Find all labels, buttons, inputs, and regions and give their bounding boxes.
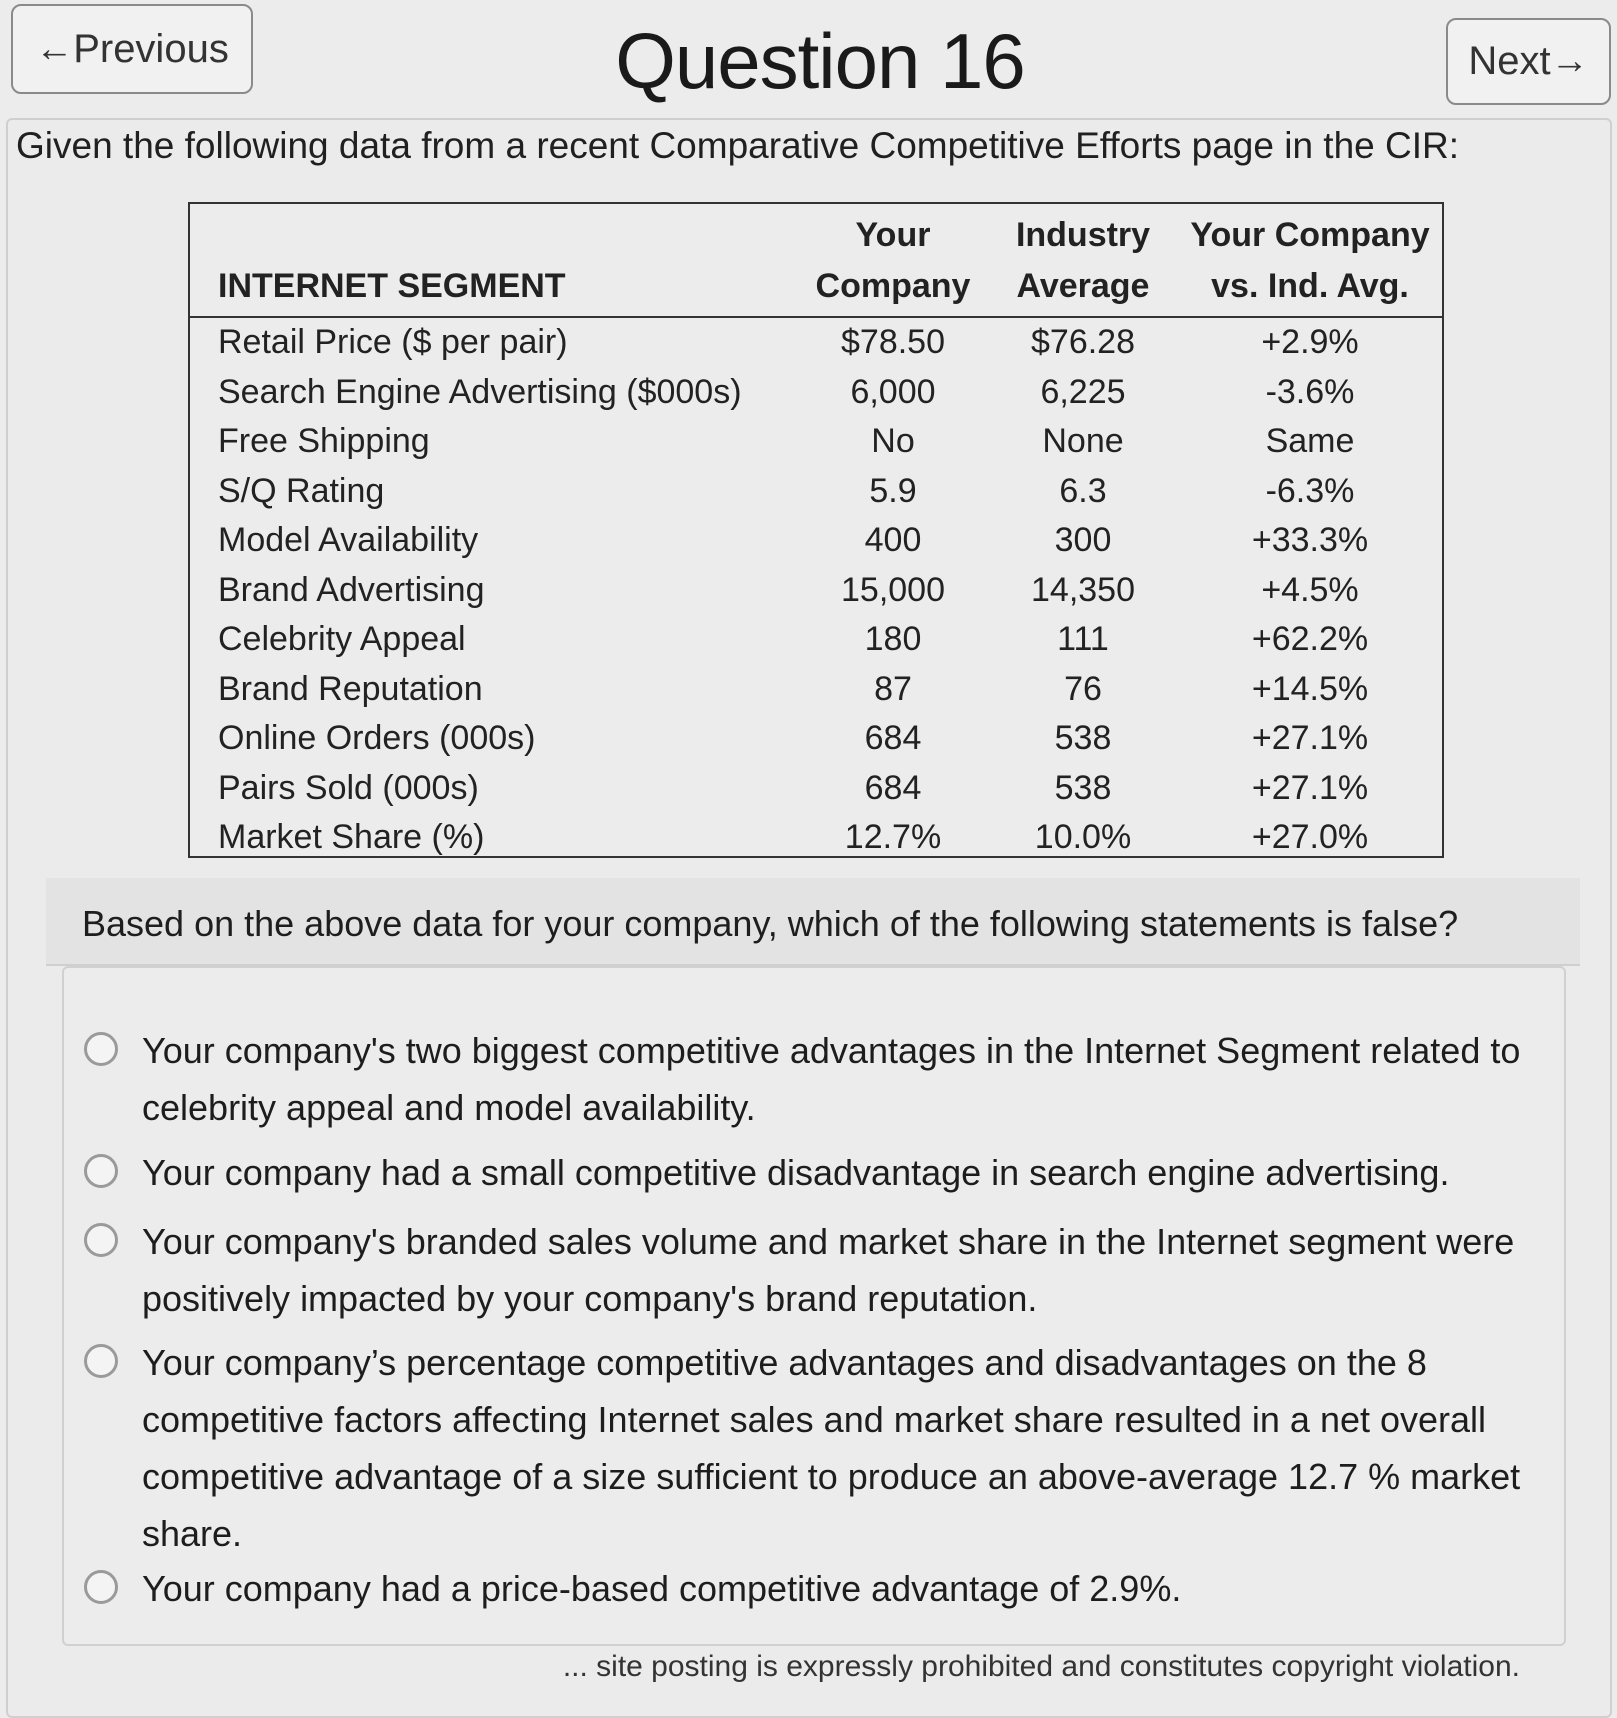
your-company-cell: 5.9 bbox=[869, 471, 917, 510]
segment-cell: Market Share (%) bbox=[218, 818, 485, 856]
segment-cell: Celebrity Appeal bbox=[218, 620, 466, 658]
segment-cell: Pairs Sold (000s) bbox=[218, 768, 479, 807]
arrow-right-icon: → bbox=[1550, 40, 1589, 82]
segment-cell: Search Engine Advertising ($000s) bbox=[218, 372, 742, 411]
segment-cell: Brand Reputation bbox=[218, 669, 483, 708]
answer-option-4-text: Your company’s percentage competitive advantages and disadvantages on the 8 competitive factors affecting Internet sales and market share resulted in a net overall competitive advantage of a size sufficient to produce an above-average 12.7 % market share. bbox=[142, 1342, 1521, 1554]
question-title: Question 16 bbox=[615, 17, 1025, 105]
answer-option-4[interactable] bbox=[84, 1334, 1544, 1562]
industry-average-cell: 538 bbox=[1054, 768, 1112, 807]
vs-industry-cell: +27.1% bbox=[1251, 768, 1369, 807]
answer-option-2-text: Your company had a small competitive disadvantage in search engine advertising. bbox=[142, 1152, 1450, 1193]
vs-industry-cell: +62.2% bbox=[1251, 620, 1369, 658]
sub-question: Based on the above data for your company, which of the following statements is false? bbox=[82, 903, 1459, 944]
segment-cell: S/Q Rating bbox=[218, 471, 385, 510]
copyright-notice: ... site posting is expressly prohibited and constitutes copyright violation. bbox=[562, 1650, 1520, 1683]
header-vs-industry-line2: vs. Ind. Avg. bbox=[1211, 267, 1409, 305]
header-industry-average-line2: Average bbox=[1016, 267, 1150, 305]
your-company-cell: No bbox=[871, 422, 915, 460]
header-vs-industry bbox=[1178, 204, 1442, 317]
vs-industry-cell: +27.1% bbox=[1251, 719, 1369, 757]
table-row bbox=[190, 665, 1442, 715]
answer-option-5[interactable] bbox=[84, 1560, 1544, 1617]
segment-cell: Brand Advertising bbox=[218, 570, 485, 609]
industry-average-cell: None bbox=[1042, 422, 1124, 460]
radio-button-2[interactable] bbox=[84, 1154, 118, 1188]
industry-average-cell: 14,350 bbox=[1031, 570, 1135, 609]
header-your-company-line2: Company bbox=[815, 267, 971, 305]
vs-industry-cell: -3.6% bbox=[1265, 372, 1355, 411]
table-header-row bbox=[190, 204, 1442, 317]
answer-option-2[interactable] bbox=[84, 1144, 1544, 1201]
header-segment: INTERNET SEGMENT bbox=[190, 204, 798, 317]
table-row bbox=[190, 467, 1442, 517]
answer-option-1[interactable] bbox=[84, 1022, 1544, 1136]
your-company-cell: 15,000 bbox=[841, 570, 945, 609]
table-row bbox=[190, 615, 1442, 665]
next-button[interactable] bbox=[1446, 18, 1611, 105]
industry-average-cell: $76.28 bbox=[1031, 323, 1135, 361]
header-your-company bbox=[798, 204, 988, 317]
previous-label: Previous bbox=[73, 26, 229, 71]
table-row bbox=[190, 317, 1442, 368]
industry-average-cell: 538 bbox=[1054, 719, 1112, 757]
industry-average-cell: 6.3 bbox=[1059, 471, 1107, 510]
table-row bbox=[190, 714, 1442, 764]
your-company-cell: $78.50 bbox=[841, 323, 945, 361]
radio-button-1[interactable] bbox=[84, 1032, 118, 1066]
your-company-cell: 6,000 bbox=[850, 372, 936, 411]
industry-average-cell: 300 bbox=[1054, 521, 1112, 559]
header-your-company-line1: Your bbox=[855, 216, 931, 254]
table-row bbox=[190, 417, 1442, 467]
your-company-cell: 684 bbox=[864, 768, 922, 807]
vs-industry-cell: +2.9% bbox=[1261, 323, 1359, 361]
answer-option-3-text: Your company's branded sales volume and market share in the Internet segment were positively impacted by your company's brand reputation. bbox=[142, 1221, 1515, 1319]
vs-industry-cell: -6.3% bbox=[1265, 471, 1355, 510]
comparative-efforts-table bbox=[188, 202, 1444, 858]
segment-cell: Online Orders (000s) bbox=[218, 719, 536, 757]
vs-industry-cell: +33.3% bbox=[1251, 521, 1369, 559]
your-company-cell: 180 bbox=[864, 620, 922, 658]
header-vs-industry-line1: Your Company bbox=[1190, 216, 1430, 254]
table-row bbox=[190, 764, 1442, 814]
table-row bbox=[190, 368, 1442, 418]
arrow-left-icon: ← bbox=[35, 27, 74, 70]
answer-option-1-text: Your company's two biggest competitive advantages in the Internet Segment related to celebrity appeal and model availability. bbox=[142, 1030, 1521, 1128]
next-label: Next bbox=[1468, 39, 1551, 83]
your-company-cell: 400 bbox=[864, 521, 922, 559]
header-industry-average bbox=[988, 204, 1178, 317]
segment-cell: Model Availability bbox=[218, 521, 479, 559]
radio-button-3[interactable] bbox=[84, 1223, 118, 1257]
vs-industry-cell: +14.5% bbox=[1251, 669, 1369, 708]
radio-button-4[interactable] bbox=[84, 1344, 118, 1378]
industry-average-cell: 10.0% bbox=[1034, 818, 1132, 856]
table-row bbox=[190, 516, 1442, 566]
vs-industry-cell: +27.0% bbox=[1251, 818, 1369, 856]
industry-average-cell: 111 bbox=[1057, 620, 1109, 658]
vs-industry-cell: +4.5% bbox=[1261, 570, 1359, 609]
answer-option-5-text: Your company had a price-based competitive advantage of 2.9%. bbox=[142, 1568, 1182, 1609]
vs-industry-cell: Same bbox=[1265, 422, 1355, 460]
segment-cell: Retail Price ($ per pair) bbox=[218, 323, 568, 361]
industry-average-cell: 76 bbox=[1064, 669, 1102, 708]
answer-option-3[interactable] bbox=[84, 1213, 1544, 1327]
table-row bbox=[190, 566, 1442, 616]
your-company-cell: 684 bbox=[864, 719, 922, 757]
header-industry-average-line1: Industry bbox=[1015, 216, 1151, 254]
your-company-cell: 87 bbox=[874, 669, 912, 708]
table-row bbox=[190, 813, 1442, 863]
industry-average-cell: 6,225 bbox=[1040, 372, 1126, 411]
previous-button[interactable] bbox=[11, 4, 253, 94]
your-company-cell: 12.7% bbox=[844, 818, 942, 856]
question-prompt: Given the following data from a recent Comparative Competitive Efforts page in the CIR: bbox=[16, 125, 1460, 166]
segment-cell: Free Shipping bbox=[218, 422, 430, 460]
radio-button-5[interactable] bbox=[84, 1570, 118, 1604]
